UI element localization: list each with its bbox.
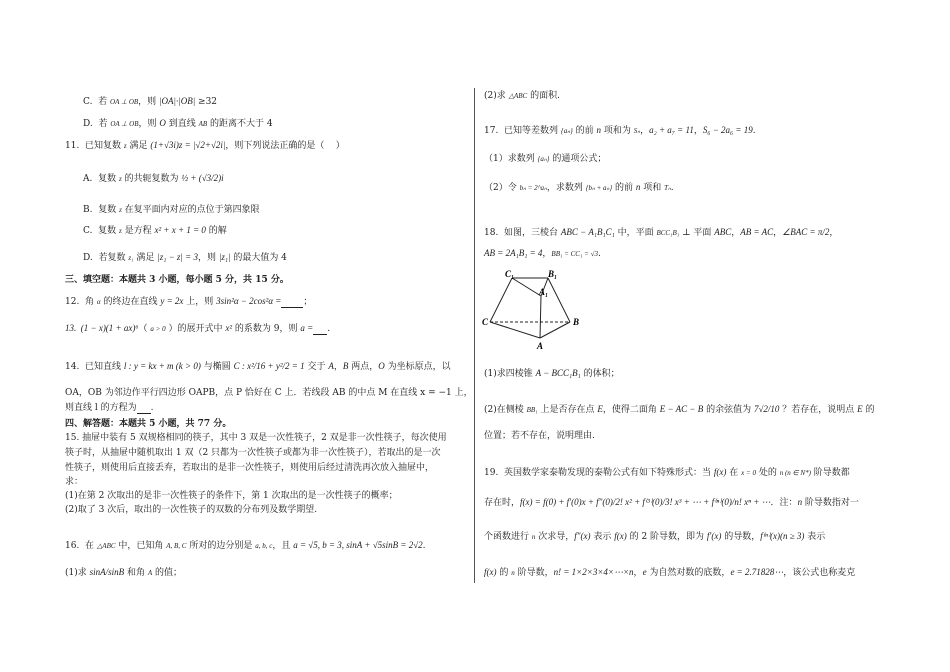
question-12: 12. 角 α 的终边在直线 y = 2x 上，则 3sin²α − 2cos²α = ；	[65, 296, 313, 307]
question-14-text: 则直线 l 的方程为	[65, 403, 137, 413]
q11-option-d: D. 若复数 z₁ 满足 |z₁ − z| = 3，则 |z₁| 的最大值为 4	[83, 252, 287, 263]
question-16-part-2: (2)求 △ABC 的面积.	[484, 91, 560, 101]
question-15-line-3: 性筷子，则使用后直接丢弃，若取出的是非一次性筷子，则使用后经过清洗再次放入抽屉中，	[65, 463, 435, 473]
question-17: 17. 已知等差数列 {aₙ} 的前 n 项和为 Sₙ，a₂ + a₇ = 11，S₆ − 2a₆ = 19.	[484, 125, 756, 136]
question-17-part-1: （1）求数列 {aₙ} 的通项公式；	[484, 154, 607, 164]
question-15-part-2: (2)取了 3 次后，取出的一次性筷子的双数的分布列及数学期望.	[65, 505, 318, 515]
question-15-line-4: 求：	[65, 477, 84, 487]
edge-aa1	[540, 296, 541, 338]
answer-blank[interactable]	[313, 325, 327, 335]
label-b: B	[573, 317, 580, 327]
question-11: 11. 已知复数 z 满足 (1+√3i)z = |√2+√2i|，则下列说法正确的是（ ）	[65, 140, 345, 151]
edge-cc1	[490, 278, 512, 322]
question-14-line-3: 则直线 l 的方程为 .	[65, 403, 154, 413]
edge-c1a1	[512, 278, 541, 296]
question-14-line-1: 14. 已知直线 l : y = kx + m (k > 0) 与椭圆 C : x²/16 + y²/2 = 1 交于 A，B 两点，O 为坐标原点，以	[65, 361, 451, 372]
edge-bb1	[548, 278, 570, 322]
label-c1: C₁	[505, 269, 515, 279]
question-18-part-2-line-2: 位置；若不存在，说明理由.	[484, 431, 595, 441]
question-18-line-1: 18. 如图，三棱台 ABC − A₁B₁C₁ 中，平面 BCC₁B₁ ⊥ 平面 ABC，AB = AC，∠BAC = π/2，	[484, 227, 839, 238]
question-18-line-2: AB = 2A₁B₁ = 4，BB₁ = CC₁ = √3.	[484, 248, 601, 259]
column-divider	[474, 88, 475, 583]
question-14-line-2: OA，OB 为邻边作平行四边形 OAPB，点 P 恰好在 C 上．若线段 AB 的中点 M 在直线 x = −1 上，	[65, 388, 473, 398]
q11-option-b: B. 复数 z 在复平面内对应的点位于第四象限	[83, 205, 260, 215]
question-19-line-4: f(x) 的 n 阶导数，n! = 1×2×3×4×⋯×n，e 为自然对数的底数，e = 2.71828⋯，该公式也称麦克	[484, 567, 856, 578]
question-17-part-2: （2）令 bₙ = 2^aₙ，求数列 {bₙ + aₙ} 的前 n 项和 Tₙ.	[484, 182, 674, 193]
label-b1: B₁	[548, 269, 558, 279]
q10-option-d: D. 若 OA ⊥ OB，则 O 到直线 AB 的距离不大于 4	[83, 118, 273, 129]
question-18-part-1: (1)求四棱锥 A − BCC₁B₁ 的体积；	[484, 368, 620, 379]
question-19-line-1: 19. 英国数学家泰勒发现的泰勒公式有如下特殊形式：当 f(x) 在 x = 0 处的 n (n ∈ N*) 阶导数都	[484, 467, 850, 478]
section-answer-heading: 四、解答题：本题共 5 小题，共 77 分。	[65, 419, 232, 429]
answer-blank[interactable]	[137, 404, 151, 414]
question-16-part-1: (1)求 sinA/sinB 和角 A 的值；	[65, 567, 183, 578]
edge-ca	[490, 322, 540, 338]
label-a1: A₁	[539, 287, 549, 297]
question-16: 16. 在 △ABC 中，已知角 A, B, C 所对的边分别是 a, b, c，且 a = √5, b = 3, sinA + √5sinB = 2√2.	[65, 540, 426, 551]
question-19-line-3: 个函数进行 n 次求导，f″(x) 表示 f(x) 的 2 阶导数，即为 f′(x) 的导数，f⁽ⁿ⁾(x)(n ≥ 3) 表示	[484, 531, 826, 542]
question-15-part-1: (1)在第 2 次取出的是非一次性筷子的条件下，第 1 次取出的是一次性筷子的概率；	[65, 491, 398, 501]
question-15-line-1: 15. 抽屉中装有 5 双规格相同的筷子，其中 3 双是一次性筷子，2 双是非一次性筷子，每次使用	[65, 433, 447, 443]
question-18-part-2-line-1: (2)在侧棱 BB₁ 上是否存在点 E，使得二面角 E − AC − B 的余弦值为 7√2/10 ？若存在，说明点 E 的	[484, 404, 875, 415]
q11-option-a: A. 复数 z 的共轭复数为 ½ + (√3/2)i	[83, 173, 224, 184]
label-a: A	[537, 341, 544, 351]
question-13: 13. (1 − x)(1 + ax)⁶（ a > 0 ）的展开式中 x² 的系数为 9，则 a = .	[65, 323, 331, 334]
q11-option-c: C. 复数 z 是方程 x² + x + 1 = 0 的解	[83, 225, 227, 236]
question-15-line-2: 筷子时，从抽屉中随机取出 1 双（2 只都为一次性筷子或都为非一次性筷子），若取出的是一次	[65, 448, 441, 458]
q10-option-c: C. 若 OA ⊥ OB，则 |OA|·|OB| ≥32	[83, 96, 218, 107]
label-c: C	[482, 317, 489, 327]
question-19-line-2: 存在时，f(x) = f(0) + f′(0)x + f″(0)/2! x² + f⁽³⁾(0)/3! x³ + ⋯ + f⁽ⁿ⁾(0)/n! xⁿ + ⋯．注：n 阶导数指对一	[484, 497, 859, 508]
answer-blank[interactable]	[281, 298, 303, 308]
edge-ab	[540, 322, 570, 338]
section-fill-blank-heading: 三、填空题：本题共 3 小题，每小题 5 分，共 15 分。	[65, 275, 289, 285]
frustum-figure	[478, 266, 598, 352]
